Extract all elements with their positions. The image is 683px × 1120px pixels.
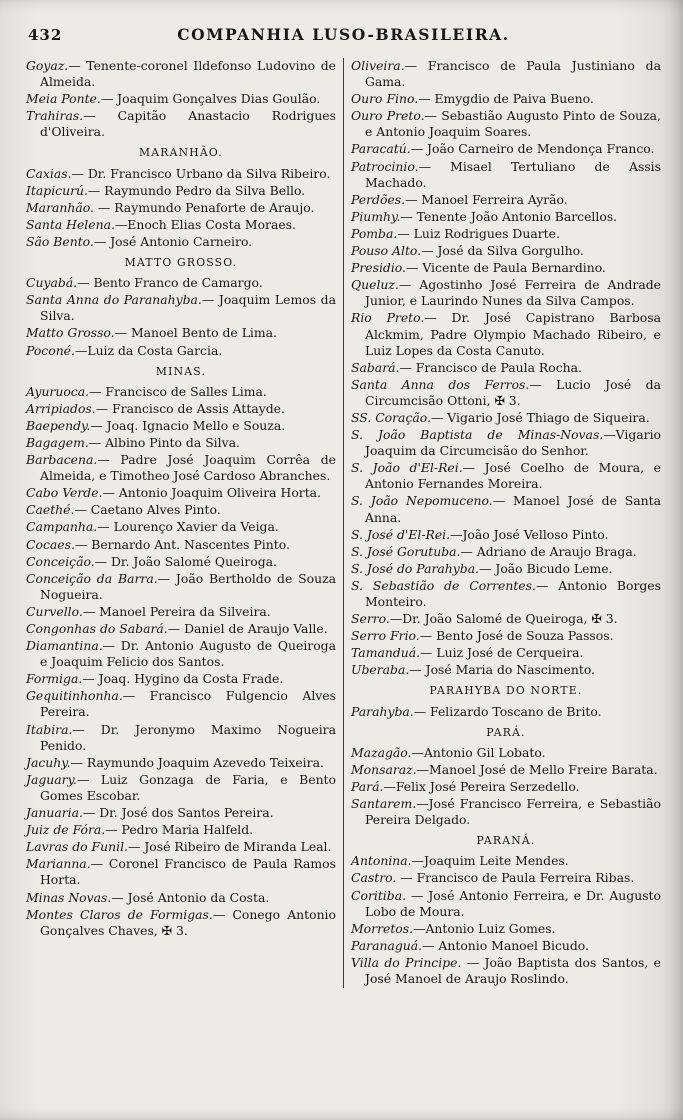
page-header bbox=[26, 20, 661, 54]
directory-entry: Patrocinio.— Misael Tertuliano de Assis Machado. bbox=[351, 158, 661, 190]
directory-entry: S. João Nepomuceno.— Manoel José de Santa Anna. bbox=[351, 493, 661, 525]
place-name: Juiz de Fóra. bbox=[26, 822, 106, 838]
place-name: Januaria. bbox=[26, 805, 83, 821]
directory-entry: Cocaes.— Bernardo Ant. Nascentes Pinto. bbox=[26, 536, 290, 552]
place-name: Antonina. bbox=[351, 853, 412, 869]
directory-entry: Lavras do Funil.— José Ribeiro de Miranda Leal. bbox=[26, 839, 332, 855]
place-name: S. José Gorutuba. bbox=[351, 543, 461, 559]
place-name: Matto Grosso. bbox=[26, 325, 115, 341]
place-name: Curvello. bbox=[26, 603, 83, 619]
place-name: Conceição da Barra. bbox=[26, 570, 158, 586]
directory-entry: Bagagem.— Albino Pinto da Silva. bbox=[26, 434, 240, 450]
place-name: S. Sebastião de Correntes. bbox=[351, 577, 536, 593]
directory-entry: Presidio.— Vicente de Paula Bernardino. bbox=[351, 260, 606, 276]
place-name: Uberaba. bbox=[351, 662, 410, 678]
directory-entry: Serro Frio.— Bento José de Souza Passos. bbox=[351, 628, 614, 644]
directory-entry: Oliveira.— Francisco de Paula Justiniano da Gama. bbox=[351, 58, 661, 90]
place-name: Goyaz. bbox=[26, 58, 69, 73]
place-name: Parahyba. bbox=[351, 703, 414, 719]
directory-entry: Barbacena.— Padre José Joaquim Corrêa de Almeida, e Timotheo José Cardoso Abranches. bbox=[26, 452, 336, 484]
directory-entry: Ayuruoca.— Francisco de Salles Lima. bbox=[26, 383, 267, 399]
directory-entry: Villa do Principe. — João Baptista dos Santos, e José Manoel de Araujo Roslindo. bbox=[351, 954, 661, 986]
place-name: Mazagão. bbox=[351, 744, 412, 760]
directory-entry: Paranaguá.— Antonio Manoel Bicudo. bbox=[351, 937, 589, 953]
place-name: SS. Coração. bbox=[351, 409, 431, 425]
directory-entry: Maranhão. — Raymundo Penaforte de Araujo. bbox=[26, 199, 315, 215]
directory-entry: Morretos.—Antonio Luiz Gomes. bbox=[351, 920, 556, 936]
place-name: Santarem. bbox=[351, 796, 417, 812]
place-name: Trahiras. bbox=[26, 108, 84, 124]
directory-entry: Arripiados.— Francisco de Assis Attayde. bbox=[26, 400, 285, 416]
directory-entry: Piumhy.— Tenente João Antonio Barcellos. bbox=[351, 208, 618, 224]
place-name: Santa Helena. bbox=[26, 216, 115, 232]
place-name: Itapicurú. bbox=[26, 182, 88, 198]
directory-entry: Goyaz.— Tenente-coronel Ildefonso Ludovino de Almeida. bbox=[26, 58, 336, 90]
place-name: Maranhão. bbox=[26, 199, 94, 215]
place-name: Marianna. bbox=[26, 856, 91, 872]
directory-entry: Jacuhy.— Raymundo Joaquim Azevedo Teixeira. bbox=[26, 754, 324, 770]
directory-entry: Gequitinhonha.— Francisco Fulgencio Alves Pereira. bbox=[26, 688, 336, 720]
directory-entry: Diamantina.— Dr. Antonio Augusto de Queiroga e Joaquim Felicio dos Santos. bbox=[26, 638, 336, 670]
place-name: S. José d'El-Rei. bbox=[351, 526, 451, 542]
directory-entry: Itapicurú.— Raymundo Pedro da Silva Bello. bbox=[26, 182, 306, 198]
directory-entry: Pouso Alto.— José da Silva Gorgulho. bbox=[351, 243, 584, 259]
directory-entry: Santa Anna dos Ferros.— Lucio José da Circumcisão Ottoni, ✠ 3. bbox=[351, 376, 661, 408]
directory-entry: Meia Ponte.— Joaquim Gonçalves Dias Goulão. bbox=[26, 91, 321, 107]
directory-entry: Monsaraz.—Manoel José de Mello Freire Barata. bbox=[351, 761, 658, 777]
place-name: Coritiba. bbox=[351, 887, 407, 903]
place-name: Lavras do Funil. bbox=[26, 839, 128, 855]
place-name: Piumhy. bbox=[351, 208, 401, 224]
directory-entry: Queluz.— Agostinho José Ferreira de Andrade Junior, e Laurindo Nunes da Silva Campos. bbox=[351, 277, 661, 309]
directory-entry: Juiz de Fóra.— Pedro Maria Halfeld. bbox=[26, 822, 254, 838]
place-name: Presidio. bbox=[351, 260, 406, 276]
place-name: Morretos. bbox=[351, 920, 414, 936]
directory-entry: Parahyba.— Felizardo Toscano de Brito. bbox=[351, 703, 602, 719]
place-name: Ouro Preto. bbox=[351, 108, 425, 124]
directory-entry: Ouro Fino.— Emygdio de Paiva Bueno. bbox=[351, 91, 594, 107]
directory-entry: Itabira.— Dr. Jeronymo Maximo Nogueira Penido. bbox=[26, 721, 336, 753]
place-name: Rio Preto. bbox=[351, 310, 425, 326]
directory-entry: Antonina.—Joaquim Leite Mendes. bbox=[351, 853, 569, 869]
place-name: Jacuhy. bbox=[26, 754, 71, 770]
directory-entry: Jaguary.— Luiz Gonzaga de Faria, e Bento Gomes Escobar. bbox=[26, 771, 336, 803]
place-name: Poconé. bbox=[26, 342, 75, 358]
directory-entry: Pomba.— Luiz Rodrigues Duarte. bbox=[351, 225, 560, 241]
directory-entry: Coritiba. — José Antonio Ferreira, e Dr. Augusto Lobo de Moura. bbox=[351, 887, 661, 919]
directory-entry: S. José d'El-Rei.—João José Velloso Pinto. bbox=[351, 526, 609, 542]
directory-entry: Formiga.— Joaq. Hygino da Costa Frade. bbox=[26, 671, 284, 687]
place-name: Patrocinio. bbox=[351, 158, 419, 174]
directory-entry: Uberaba.— José Maria do Nascimento. bbox=[351, 662, 595, 678]
directory-entry: Sabará.— Francisco de Paula Rocha. bbox=[351, 359, 582, 375]
directory-entry: Caethé.— Caetano Alves Pinto. bbox=[26, 502, 221, 518]
place-name: Baependy. bbox=[26, 417, 91, 433]
section-heading: MATTO GROSSO. bbox=[124, 256, 238, 270]
section-heading: PARÁ. bbox=[486, 725, 526, 739]
directory-entry: Conceição.— Dr. João Salomé Queiroga. bbox=[26, 553, 277, 569]
directory-columns bbox=[26, 58, 661, 988]
place-name: S. José do Parahyba. bbox=[351, 560, 480, 576]
directory-entry: Curvello.— Manoel Pereira da Silveira. bbox=[26, 603, 271, 619]
place-name: Serro Frio. bbox=[351, 628, 420, 644]
place-name: Queluz. bbox=[351, 277, 399, 293]
directory-entry: Santa Helena.—Enoch Elias Costa Moraes. bbox=[26, 216, 296, 232]
place-name: Santa Anna dos Ferros. bbox=[351, 376, 530, 392]
place-name: Ayuruoca. bbox=[26, 383, 90, 399]
place-name: Caxias. bbox=[26, 165, 72, 181]
place-name: Paranaguá. bbox=[351, 937, 423, 953]
directory-entry: Caxias.— Dr. Francisco Urbano da Silva Ribeiro. bbox=[26, 165, 331, 181]
place-name: São Bento. bbox=[26, 233, 94, 249]
directory-entry: Minas Novas.— José Antonio da Costa. bbox=[26, 889, 270, 905]
directory-entry: Rio Preto.— Dr. José Capistrano Barbosa Alckmim, Padre Olympio Machado Ribeiro, e Luiz Lopes da Costa Canuto. bbox=[351, 310, 661, 358]
place-name: Meia Ponte. bbox=[26, 91, 101, 107]
directory-entry: S. José Gorutuba.— Adriano de Araujo Braga. bbox=[351, 543, 637, 559]
directory-entry: Santa Anna do Paranahyba.— Joaquim Lemos da Silva. bbox=[26, 292, 336, 324]
place-name: Barbacena. bbox=[26, 452, 98, 468]
place-name: Sabará. bbox=[351, 359, 400, 375]
directory-entry: Baependy.— Joaq. Ignacio Mello e Souza. bbox=[26, 417, 286, 433]
place-name: Diamantina. bbox=[26, 638, 103, 654]
place-name: Conceição. bbox=[26, 553, 95, 569]
page-number: 432 bbox=[28, 26, 63, 44]
place-name: Perdões. bbox=[351, 191, 406, 207]
directory-entry: Januaria.— Dr. José dos Santos Pereira. bbox=[26, 805, 274, 821]
place-name: Montes Claros de Formigas. bbox=[26, 906, 213, 922]
place-name: Monsaraz. bbox=[351, 761, 417, 777]
directory-entry: Serro.—Dr. João Salomé de Queiroga, ✠ 3. bbox=[351, 611, 618, 627]
place-name: Cabo Verde. bbox=[26, 485, 103, 501]
directory-entry: Castro. — Francisco de Paula Ferreira Ribas. bbox=[351, 870, 635, 886]
directory-entry: S. José do Parahyba.— João Bicudo Leme. bbox=[351, 560, 613, 576]
directory-entry: Cabo Verde.— Antonio Joaquim Oliveira Horta. bbox=[26, 485, 322, 501]
directory-entry: Tamanduá.— Luiz José de Cerqueira. bbox=[351, 645, 584, 661]
directory-entry: Marianna.— Coronel Francisco de Paula Ramos Horta. bbox=[26, 856, 336, 888]
place-name: Formiga. bbox=[26, 671, 83, 687]
directory-entry: São Bento.— José Antonio Carneiro. bbox=[26, 233, 253, 249]
place-name: Gequitinhonha. bbox=[26, 688, 123, 704]
directory-entry: Ouro Preto.— Sebastião Augusto Pinto de Souza, e Antonio Joaquim Soares. bbox=[351, 108, 661, 140]
place-name: S. João Baptista de Minas-Novas. bbox=[351, 427, 604, 443]
section-heading: PARANÁ. bbox=[476, 834, 536, 848]
place-name: Castro. bbox=[351, 870, 397, 886]
page-title: COMPANHIA LUSO-BRASILEIRA. bbox=[177, 25, 510, 44]
directory-entry: Congonhas do Sabará.— Daniel de Araujo Valle. bbox=[26, 621, 328, 636]
place-name: S. João d'El-Rei. bbox=[351, 460, 463, 476]
place-name: Cocaes. bbox=[26, 536, 75, 552]
directory-entry: S. João Baptista de Minas-Novas.—Vigario Joaquim da Circumcisão do Senhor. bbox=[351, 427, 661, 459]
place-name: Ouro Fino. bbox=[351, 91, 419, 107]
section-heading: PARAHYBA DO NORTE. bbox=[429, 684, 583, 698]
place-name: Pará. bbox=[351, 778, 384, 794]
place-name: Pomba. bbox=[351, 225, 398, 241]
right-column bbox=[344, 58, 661, 988]
place-name: Santa Anna do Paranahyba. bbox=[26, 292, 202, 308]
section-heading: MARANHÃO. bbox=[139, 146, 223, 160]
place-name: Tamanduá. bbox=[351, 645, 421, 661]
directory-entry: Poconé.—Luiz da Costa Garcia. bbox=[26, 342, 223, 358]
directory-entry: S. Sebastião de Correntes.— Antonio Borges Monteiro. bbox=[351, 577, 661, 609]
place-name: Villa do Principe. bbox=[351, 954, 462, 970]
directory-entry: Trahiras.— Capitão Anastacio Rodrigues d'Oliveira. bbox=[26, 108, 336, 140]
directory-entry: Montes Claros de Formigas.— Conego Antonio Gonçalves Chaves, ✠ 3. bbox=[26, 906, 336, 938]
place-name: Itabira. bbox=[26, 721, 73, 737]
place-name: Minas Novas. bbox=[26, 889, 112, 905]
place-name: Cuyabá. bbox=[26, 275, 78, 291]
place-name: S. João Nepomuceno. bbox=[351, 493, 493, 509]
place-name: Congonhas do Sabará. bbox=[26, 621, 168, 636]
place-name: Arripiados. bbox=[26, 400, 96, 416]
place-name: Campanha. bbox=[26, 519, 98, 535]
place-name: Serro. bbox=[351, 611, 390, 627]
directory-entry: Perdões.— Manoel Ferreira Ayrão. bbox=[351, 191, 568, 207]
place-name: Pouso Alto. bbox=[351, 243, 422, 259]
left-column bbox=[26, 58, 343, 988]
place-name: Bagagem. bbox=[26, 434, 89, 450]
directory-entry: SS. Coração.— Vigario José Thiago de Siqueira. bbox=[351, 409, 650, 425]
directory-entry: Paracatú.— João Carneiro de Mendonça Franco. bbox=[351, 141, 655, 157]
place-name: Oliveira. bbox=[351, 58, 405, 73]
directory-entry: Conceição da Barra.— João Bertholdo de Souza Nogueira. bbox=[26, 570, 336, 602]
place-name: Jaguary. bbox=[26, 771, 77, 787]
directory-entry: Mazagão.—Antonio Gil Lobato. bbox=[351, 744, 546, 760]
directory-entry: Cuyabá.— Bento Franco de Camargo. bbox=[26, 275, 263, 291]
directory-entry: Pará.—Felix José Pereira Serzedello. bbox=[351, 778, 580, 794]
section-heading: MINAS. bbox=[155, 364, 207, 378]
directory-entry: S. João d'El-Rei.— José Coelho de Moura, e Antonio Fernandes Moreira. bbox=[351, 460, 661, 492]
place-name: Paracatú. bbox=[351, 141, 411, 157]
directory-entry: Santarem.—José Francisco Ferreira, e Sebastião Pereira Delgado. bbox=[351, 796, 661, 828]
directory-entry: Matto Grosso.— Manoel Bento de Lima. bbox=[26, 325, 277, 341]
place-name: Caethé. bbox=[26, 502, 75, 518]
directory-entry: Campanha.— Lourenço Xavier da Veiga. bbox=[26, 519, 279, 535]
